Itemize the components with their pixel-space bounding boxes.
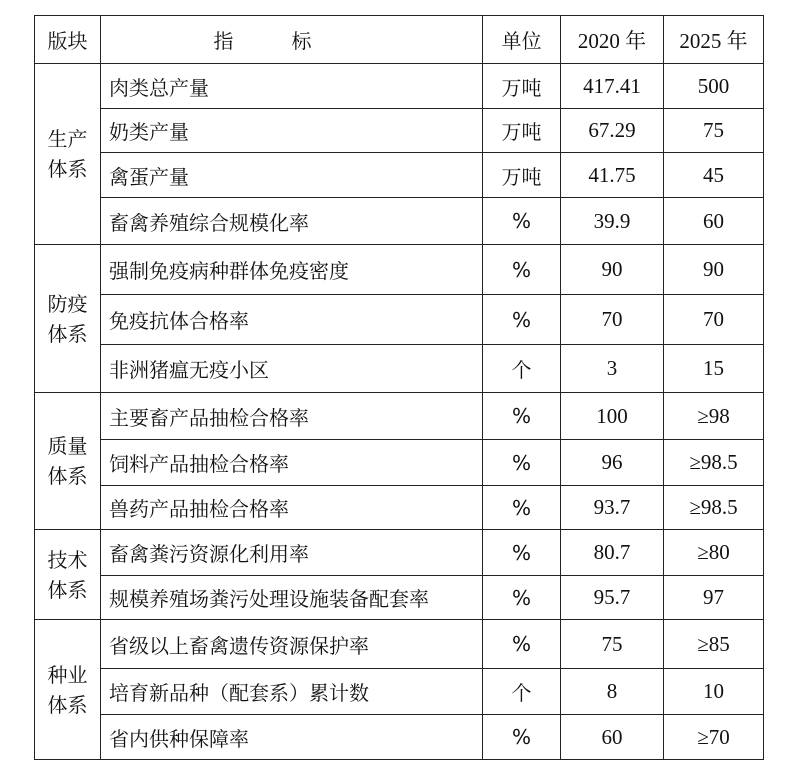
value-2020-cell: 95.7 [561, 576, 664, 620]
unit-cell: % [483, 486, 561, 530]
value-2025-cell: ≥80 [664, 530, 764, 576]
unit-cell: % [483, 393, 561, 440]
table-row [35, 345, 764, 393]
value-2025-cell: 75 [664, 109, 764, 153]
value-2025-cell: 45 [664, 153, 764, 198]
indicator-cell: 省级以上畜禽遗传资源保护率 [101, 620, 483, 669]
unit-cell: % [483, 295, 561, 345]
unit-cell: % [483, 576, 561, 620]
value-2020-cell: 90 [561, 245, 664, 295]
table-body [35, 64, 764, 760]
indicator-cell: 非洲猪瘟无疫小区 [101, 345, 483, 393]
table-row [35, 295, 764, 345]
indicator-cell: 兽药产品抽检合格率 [101, 486, 483, 530]
unit-cell: % [483, 530, 561, 576]
indicator-cell: 畜禽养殖综合规模化率 [101, 198, 483, 245]
table-row [35, 530, 764, 576]
unit-cell: % [483, 440, 561, 486]
value-2025-cell: 10 [664, 669, 764, 715]
unit-cell: % [483, 620, 561, 669]
group-label-line1: 生产 [47, 127, 88, 151]
table-row [35, 393, 764, 440]
indicator-cell: 强制免疫病种群体免疫密度 [101, 245, 483, 295]
value-2025-cell: ≥98.5 [664, 486, 764, 530]
table-row [35, 153, 764, 198]
group-label-line1: 防疫 [47, 291, 88, 316]
value-2025-cell: ≥70 [664, 715, 764, 760]
table-row [35, 198, 764, 245]
unit-cell: 万吨 [483, 109, 561, 153]
group-label-line2: 体系 [47, 464, 88, 488]
group-label [35, 530, 101, 620]
group-label-line1: 种业 [47, 662, 88, 687]
value-2020-cell: 39.9 [561, 198, 664, 245]
group-label-line2: 体系 [47, 577, 88, 602]
table-row [35, 715, 764, 760]
header-indicator [101, 16, 483, 64]
table-row [35, 245, 764, 295]
unit-cell: % [483, 715, 561, 760]
indicator-cell: 畜禽粪污资源化利用率 [101, 530, 483, 576]
table-row [35, 64, 764, 109]
table-row [35, 486, 764, 530]
group-label-line2: 体系 [47, 157, 88, 181]
indicator-cell: 饲料产品抽检合格率 [101, 440, 483, 486]
group-label [35, 64, 101, 245]
indicator-cell: 禽蛋产量 [101, 153, 483, 198]
value-2025-cell: 500 [664, 64, 764, 109]
header-2020: 2020 年 [561, 16, 664, 64]
table-row [35, 620, 764, 669]
value-2025-cell: ≥98 [664, 393, 764, 440]
header-row [35, 16, 764, 64]
value-2020-cell: 96 [561, 440, 664, 486]
indicator-cell: 主要畜产品抽检合格率 [101, 393, 483, 440]
value-2025-cell: ≥85 [664, 620, 764, 669]
group-label [35, 620, 101, 760]
value-2025-cell: 15 [664, 345, 764, 393]
group-label-line2: 体系 [47, 321, 88, 346]
value-2020-cell: 80.7 [561, 530, 664, 576]
value-2025-cell: ≥98.5 [664, 440, 764, 486]
value-2020-cell: 67.29 [561, 109, 664, 153]
indicator-cell: 奶类产量 [101, 109, 483, 153]
table-row [35, 109, 764, 153]
unit-cell: 个 [483, 669, 561, 715]
table-row [35, 440, 764, 486]
value-2025-cell: 90 [664, 245, 764, 295]
table-row [35, 669, 764, 715]
indicator-table [34, 15, 764, 760]
value-2020-cell: 93.7 [561, 486, 664, 530]
value-2025-cell: 60 [664, 198, 764, 245]
value-2020-cell: 3 [561, 345, 664, 393]
header-unit: 单位 [483, 16, 561, 64]
group-label [35, 245, 101, 393]
value-2020-cell: 70 [561, 295, 664, 345]
value-2020-cell: 75 [561, 620, 664, 669]
group-label-line1: 质量 [47, 434, 88, 458]
unit-cell: % [483, 245, 561, 295]
value-2020-cell: 60 [561, 715, 664, 760]
unit-cell: 个 [483, 345, 561, 393]
unit-cell: % [483, 198, 561, 245]
table-row [35, 576, 764, 620]
group-label-line1: 技术 [47, 547, 88, 572]
indicator-cell: 省内供种保障率 [101, 715, 483, 760]
indicator-cell: 培育新品种（配套系）累计数 [101, 669, 483, 715]
value-2020-cell: 100 [561, 393, 664, 440]
value-2020-cell: 417.41 [561, 64, 664, 109]
value-2025-cell: 70 [664, 295, 764, 345]
value-2025-cell: 97 [664, 576, 764, 620]
value-2020-cell: 41.75 [561, 153, 664, 198]
indicator-cell: 肉类总产量 [101, 64, 483, 109]
unit-cell: 万吨 [483, 64, 561, 109]
indicator-cell: 免疫抗体合格率 [101, 295, 483, 345]
value-2020-cell: 8 [561, 669, 664, 715]
indicator-cell: 规模养殖场粪污处理设施装备配套率 [101, 576, 483, 620]
unit-cell: 万吨 [483, 153, 561, 198]
header-block: 版块 [35, 16, 101, 64]
header-2025: 2025 年 [664, 16, 764, 64]
header-indicator-label: 指标 [213, 29, 370, 53]
group-label [35, 393, 101, 530]
group-label-line2: 体系 [47, 692, 88, 717]
